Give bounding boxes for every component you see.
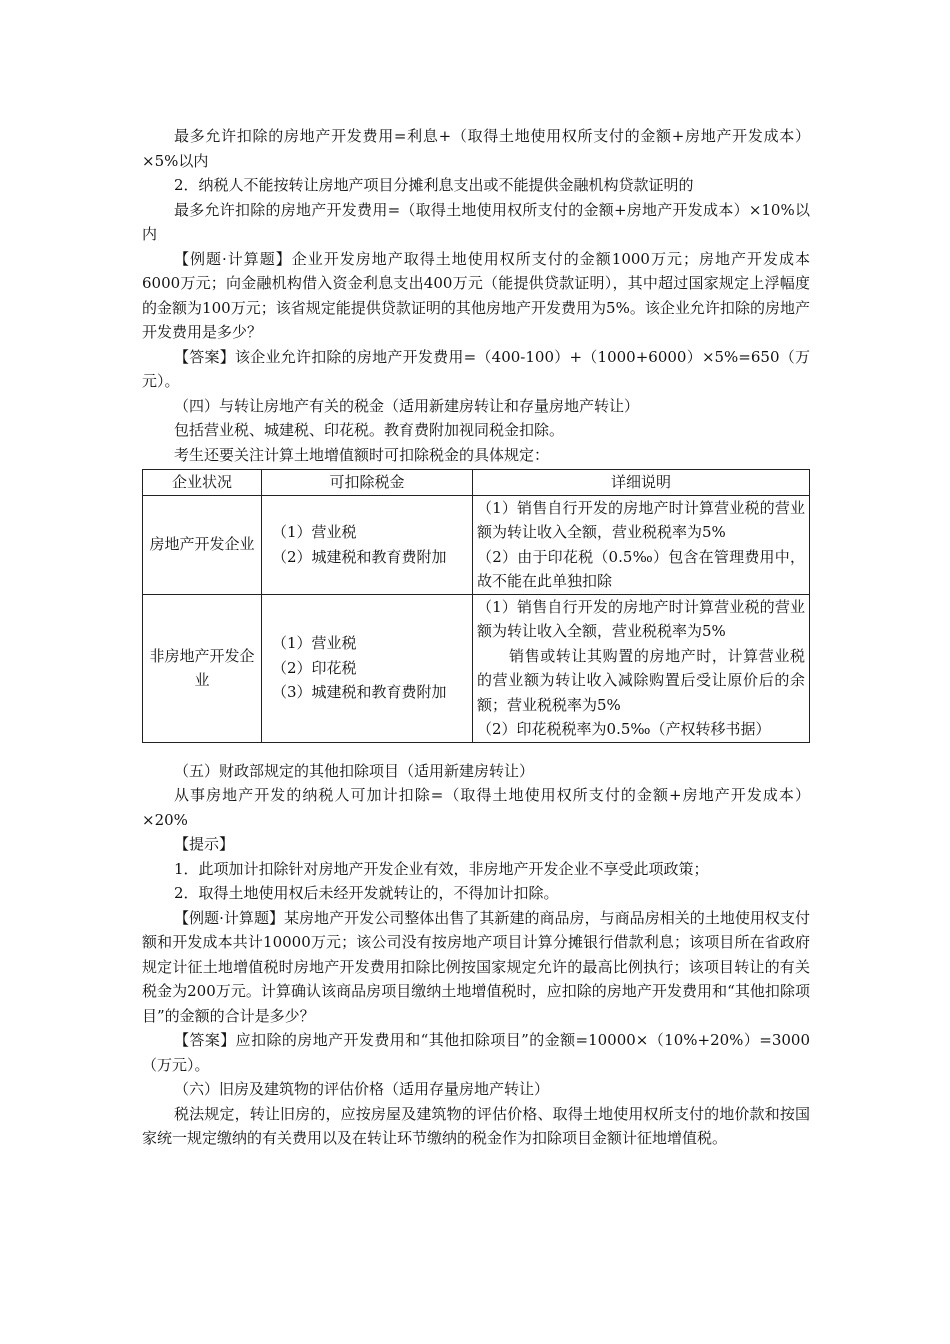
paragraph: 考生还要关注计算土地增值额时可扣除税金的具体规定： (174, 445, 550, 464)
details-cell (473, 495, 810, 594)
detail-item: （1）销售自行开发的房地产时计算营业税的营业额为转让收入全额，营业税税率为5% (477, 498, 805, 541)
document-page (142, 124, 810, 1151)
example-answer: 【答案】应扣除的房地产开发费用和“其他扣除项目”的金额=10000×（10%+20%）=3000（万元）。 (142, 1031, 810, 1074)
table-row (143, 594, 810, 742)
table-header-cell: 可扣除税金 (262, 470, 473, 496)
tax-item: （2）印花税 (272, 658, 357, 677)
spacer (142, 743, 810, 759)
tax-item: （2）城建税和教育费附加 (272, 547, 447, 566)
deductible-tax-table (142, 469, 810, 743)
deductible-taxes-cell (262, 495, 473, 594)
section-heading: （四）与转让房地产有关的税金（适用新建房转让和存量房地产转让） (174, 396, 640, 415)
example-answer: 【答案】该企业允许扣除的房地产开发费用=（400-100）+（1000+6000）×5%=650（万元）。 (142, 347, 810, 390)
enterprise-status-cell: 非房地产开发企业 (143, 594, 262, 742)
table-row (143, 495, 810, 594)
table-header-cell: 详细说明 (473, 470, 810, 496)
top-section (142, 124, 810, 467)
example-question: 【例题·计算题】企业开发房地产取得土地使用权所支付的金额1000万元；房地产开发成本6000万元；向金融机构借入资金利息支出400万元（能提供贷款证明），其中超过国家规定上浮幅度的金额为100万元；该省规定能提供贷款证明的其他房地产开发费用为5%。该企业允许扣除的房地产开发费用是多少？ (142, 249, 810, 341)
section-heading: （五）财政部规定的其他扣除项目（适用新建房转让） (174, 761, 535, 780)
paragraph: 2．纳税人不能按转让房地产项目分摊利息支出或不能提供金融机构贷款证明的 (174, 176, 694, 194)
detail-item: 销售或转让其购置的房地产时，计算营业税的营业额为转让收入减除购置后受让原价后的余额；营业税税率为5% (477, 646, 805, 714)
paragraph: 2．取得土地使用权后未经开发就转让的，不得加计扣除。 (174, 884, 559, 902)
detail-item: （2）由于印花税（0.5‰）包含在管理费用中，故不能在此单独扣除 (477, 547, 805, 590)
paragraph: 最多允许扣除的房地产开发费用=利息+（取得土地使用权所支付的金额+房地产开发成本）×5%以内 (142, 127, 810, 170)
paragraph: 从事房地产开发的纳税人可加计扣除=（取得土地使用权所支付的金额+房地产开发成本）×20% (142, 786, 810, 829)
detail-item: （2）印花税税率为0.5‰（产权转移书据） (477, 720, 771, 738)
paragraph: 税法规定，转让旧房的，应按房屋及建筑物的评估价格、取得土地使用权所支付的地价款和按国家统一规定缴纳的有关费用以及在转让环节缴纳的税金作为扣除项目金额计征地增值税。 (142, 1104, 810, 1147)
detail-item: （1）销售自行开发的房地产时计算营业税的营业额为转让收入全额，营业税税率为5% (477, 597, 805, 640)
paragraph: 1．此项加计扣除针对房地产开发企业有效，非房地产开发企业不享受此项政策； (174, 859, 709, 878)
paragraph: 包括营业税、城建税、印花税。教育费附加视同税金扣除。 (174, 421, 565, 439)
details-cell (473, 594, 810, 742)
tip-heading: 【提示】 (174, 835, 235, 853)
paragraph: 最多允许扣除的房地产开发费用=（取得土地使用权所支付的金额+房地产开发成本）×10%以内 (142, 200, 810, 243)
example-question: 【例题·计算题】某房地产开发公司整体出售了其新建的商品房，与商品房相关的土地使用权支付额和开发成本共计10000万元；该公司没有按房地产项目计算分摊银行借款利息；该项目所在省政府规定计征土地增值税时房地产开发费用扣除比例按国家规定允许的最高比例执行；该项目转让的有关税金为200万元。计算确认该商品房项目缴纳土地增值税时，应扣除的房地产开发费用和“其他扣除项目”的金额的合计是多少？ (142, 908, 810, 1025)
table-header-cell: 企业状况 (143, 470, 262, 496)
tax-item: （3）城建税和教育费附加 (272, 683, 447, 702)
enterprise-status-cell: 房地产开发企业 (143, 495, 262, 594)
deductible-taxes-cell (262, 594, 473, 742)
table-header-row (143, 470, 810, 496)
bottom-section (142, 759, 810, 1151)
tax-item: （1）营业税 (272, 634, 357, 653)
section-heading: （六）旧房及建筑物的评估价格（适用存量房地产转让） (174, 1080, 550, 1098)
tax-item: （1）营业税 (272, 523, 357, 541)
